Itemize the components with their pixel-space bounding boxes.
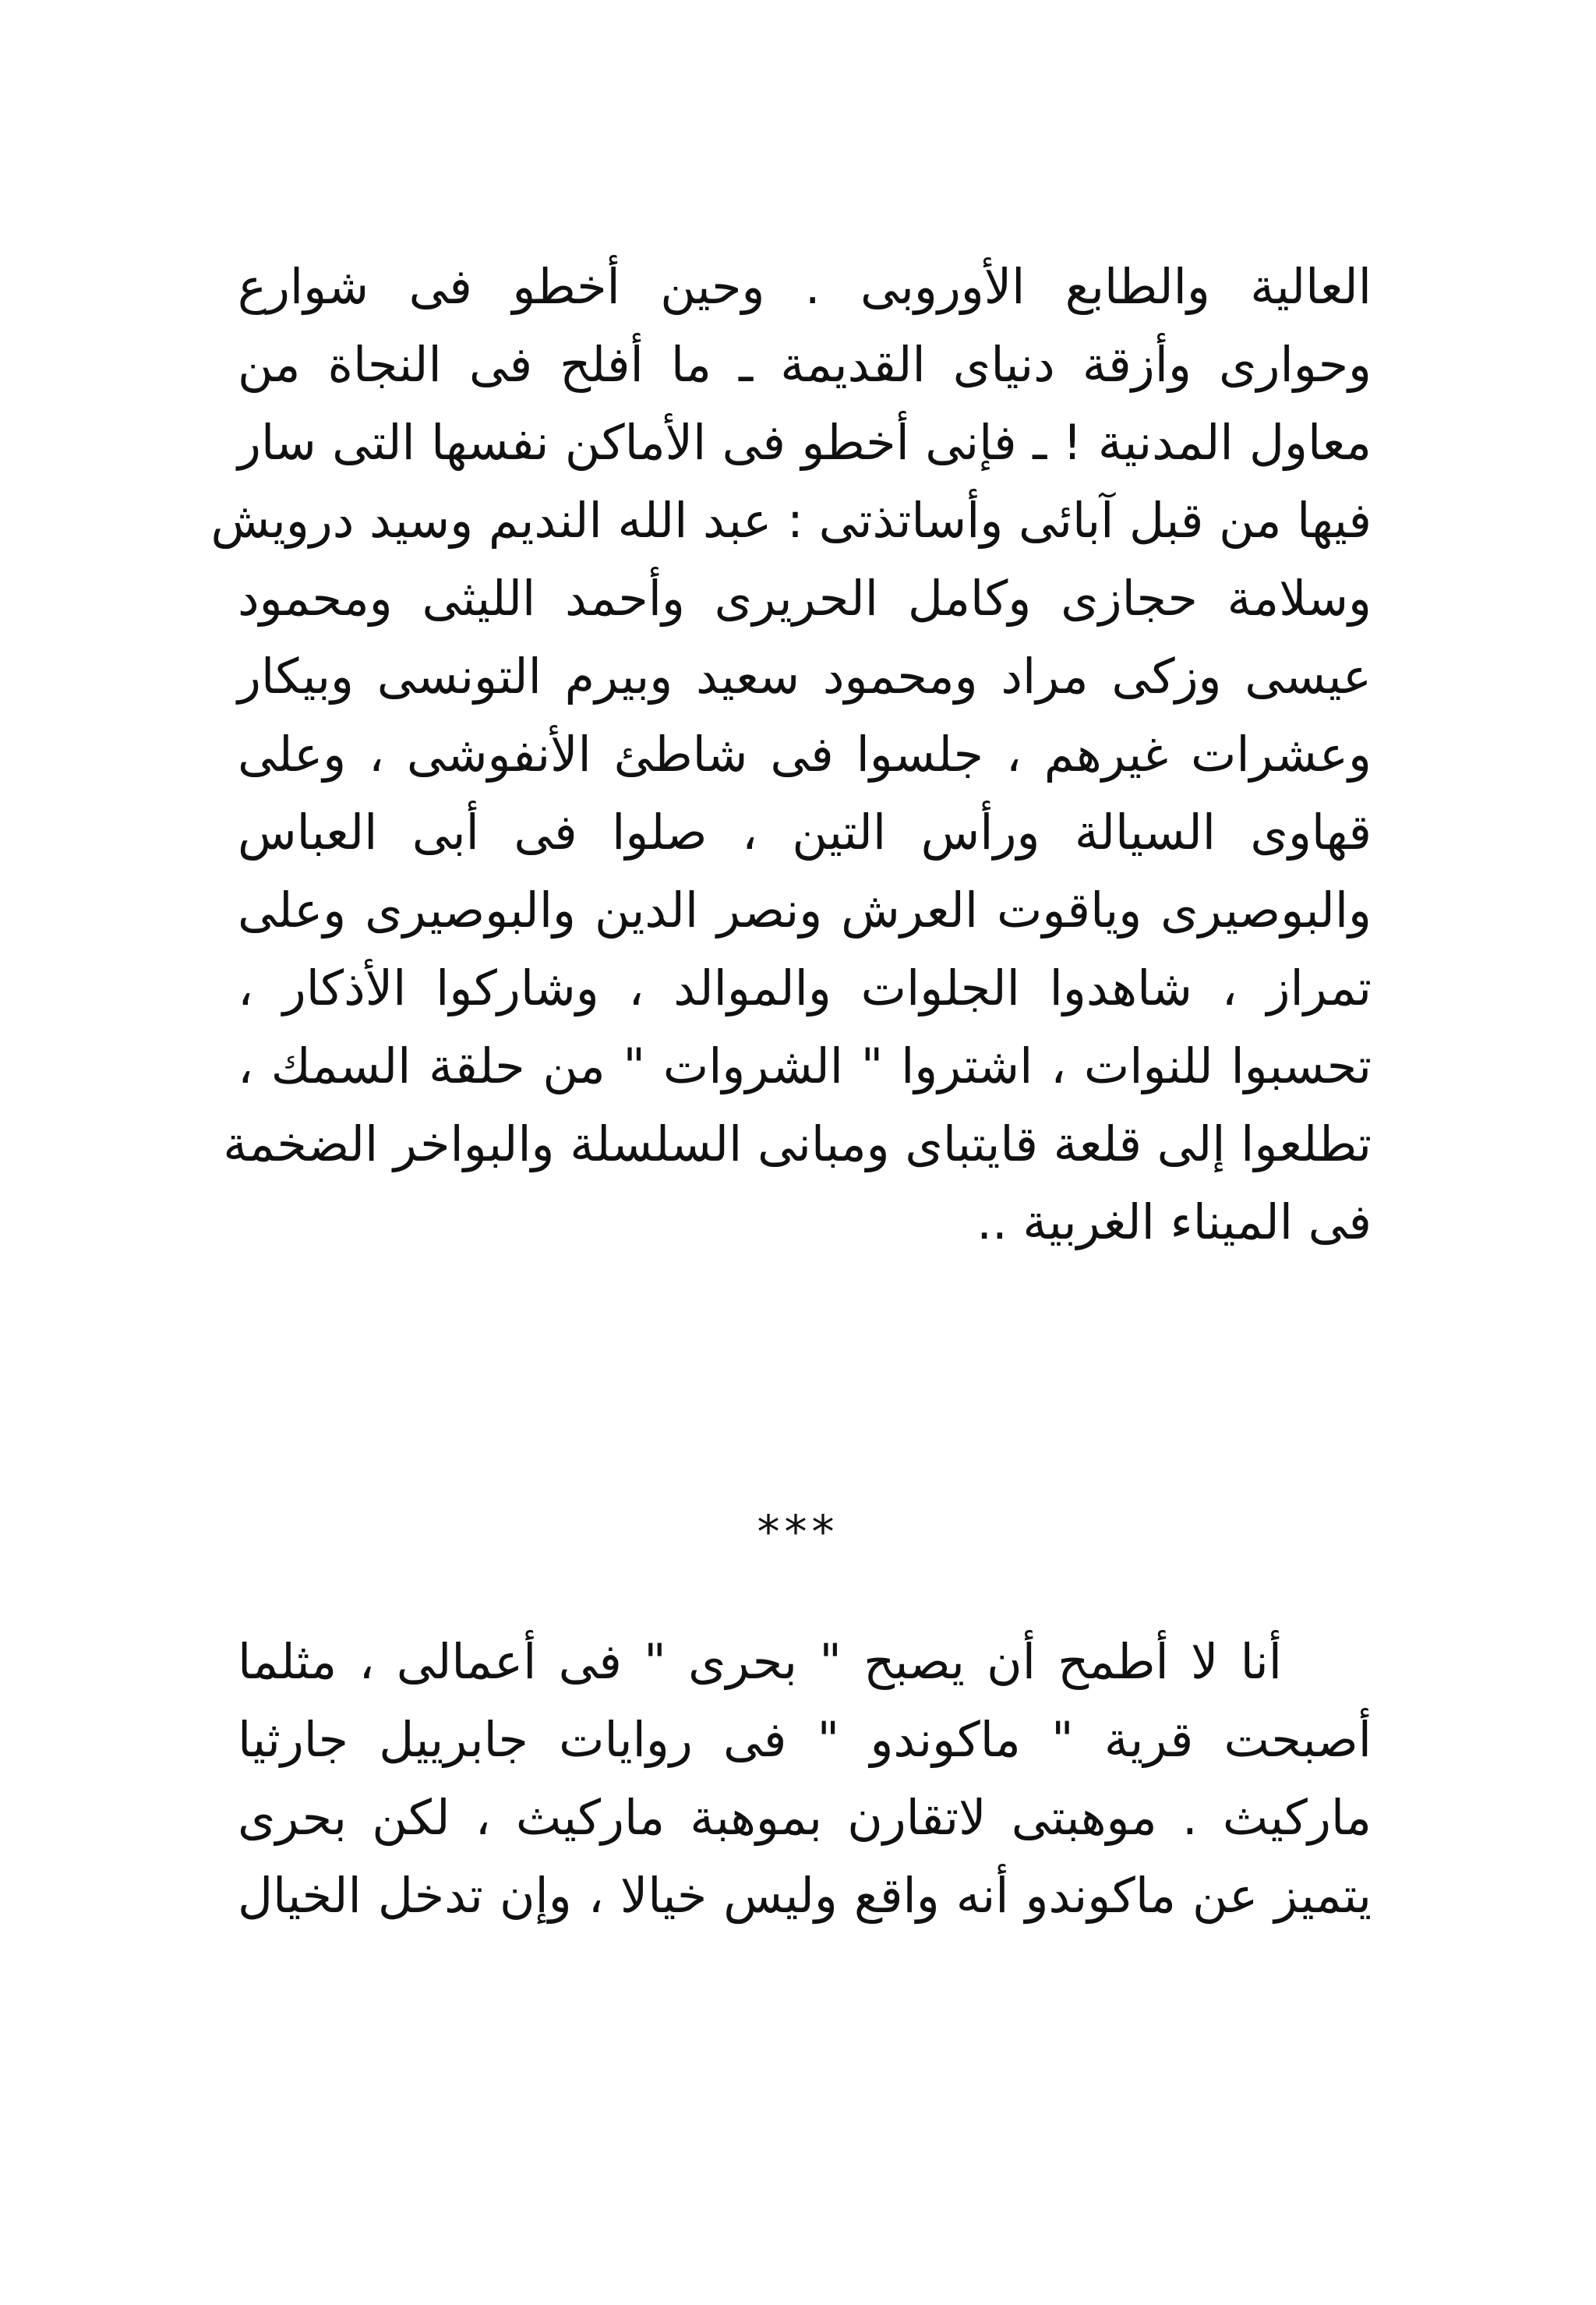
- text-line: فيها من قبل آبائى وأساتذتى : عبد الله النديم وسيد درويش: [210, 492, 1372, 549]
- text-line: تطلعوا إلى قلعة قايتباى ومبانى السلسلة والبواخر الضخمة: [223, 1115, 1372, 1172]
- text-line: عيسى وزكى مراد ومحمود سعيد وبيرم التونسى وبيكار: [238, 648, 1372, 705]
- text-line: وحوارى وأزقة دنياى القديمة ـ ما أفلح فى النجاة من: [238, 336, 1372, 393]
- text-line: تحسبوا للنوات ، اشتروا " الشروات " من حلقة السمك ،: [238, 1038, 1372, 1094]
- text-line: يتميز عن ماكوندو أنه واقع وليس خيالا ، وإن تدخل الخيال: [238, 1867, 1372, 1924]
- paragraph-2: [238, 1623, 1372, 1935]
- text-line: فى الميناء الغربية ..: [976, 1193, 1372, 1250]
- text-line: أصبحت قرية " ماكوندو " فى روايات جابرييل جارثيا: [238, 1711, 1372, 1768]
- text-line: تمراز ، شاهدوا الجلوات والموالد ، وشاركوا الأذكار ،: [238, 960, 1372, 1016]
- paragraph-1: [210, 248, 1372, 1261]
- text-line: العالية والطابع الأوروبى . وحين أخطو فى شوارع: [238, 258, 1372, 315]
- section-separator: ***: [757, 1505, 839, 1558]
- text-line: قهاوى السيالة ورأس التين ، صلوا فى أبى العباس: [238, 804, 1372, 861]
- text-line: معاول المدنية ! ـ فإنى أخطو فى الأماكن نفسها التى سار: [238, 414, 1372, 471]
- text-line: وسلامة حجازى وكامل الحريرى وأحمد الليثى ومحمود: [238, 570, 1372, 627]
- text-line: والبوصيرى وياقوت العرش ونصر الدين والبوصيرى وعلى: [238, 882, 1372, 939]
- text-line: وعشرات غيرهم ، جلسوا فى شاطئ الأنفوشى ، وعلى: [238, 726, 1372, 783]
- text-line: ماركيث . موهبتى لاتقارن بموهبة ماركيث ، لكن بحرى: [238, 1789, 1372, 1846]
- text-line: أنا لا أطمح أن يصبح " بحرى " فى أعمالى ، مثلما: [238, 1633, 1282, 1690]
